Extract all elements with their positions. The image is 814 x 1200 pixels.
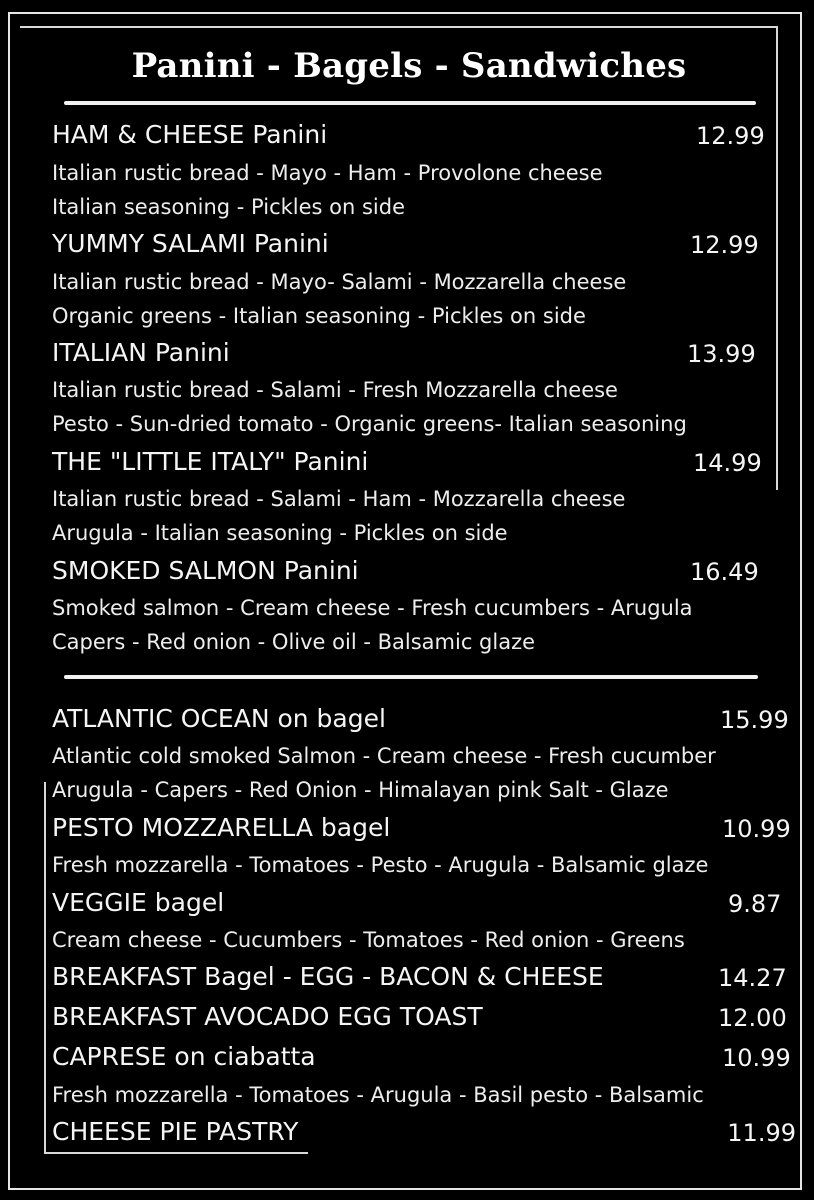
menu-item-description: Fresh mozzarella - Tomatoes - Pesto - Arugula - Balsamic glaze bbox=[52, 853, 709, 877]
menu-item-price: 10.99 bbox=[722, 1044, 791, 1072]
menu-item-name: YUMMY SALAMI Panini bbox=[52, 229, 329, 258]
menu-item-price: 16.49 bbox=[690, 558, 759, 586]
menu-item-description: Atlantic cold smoked Salmon - Cream cheese - Fresh cucumber bbox=[52, 744, 716, 768]
menu-item-description: Italian rustic bread - Mayo - Ham - Provolone cheese bbox=[52, 161, 603, 185]
menu-item-description: Italian rustic bread - Mayo- Salami - Mozzarella cheese bbox=[52, 270, 627, 294]
menu-item-name: THE "LITTLE ITALY" Panini bbox=[52, 447, 369, 476]
menu-item-price: 15.99 bbox=[720, 706, 789, 734]
menu-item-name: HAM & CHEESE Panini bbox=[52, 120, 328, 149]
menu-item-description: Arugula - Capers - Red Onion - Himalayan pink Salt - Glaze bbox=[52, 778, 669, 802]
menu-item-description: Cream cheese - Cucumbers - Tomatoes - Red onion - Greens bbox=[52, 928, 685, 952]
menu-item-price: 12.99 bbox=[690, 231, 759, 259]
menu-item-description: Fresh mozzarella - Tomatoes - Arugula - Basil pesto - Balsamic bbox=[52, 1083, 704, 1107]
menu-item-description: Italian rustic bread - Salami - Fresh Mozzarella cheese bbox=[52, 378, 618, 402]
section-divider bbox=[64, 675, 758, 679]
menu-item-description: Capers - Red onion - Olive oil - Balsamic glaze bbox=[52, 630, 536, 654]
menu-item-price: 9.87 bbox=[728, 890, 782, 918]
menu-item-description: Arugula - Italian seasoning - Pickles on side bbox=[52, 521, 508, 545]
menu-title: Panini - Bagels - Sandwiches bbox=[131, 46, 687, 86]
menu-item-description: Italian rustic bread - Salami - Ham - Mozzarella cheese bbox=[52, 487, 626, 511]
menu-item-name: ATLANTIC OCEAN on bagel bbox=[52, 704, 386, 733]
menu-item-price: 12.99 bbox=[696, 122, 765, 150]
menu-item-name: VEGGIE bagel bbox=[52, 888, 225, 917]
menu-item-price: 13.99 bbox=[687, 340, 756, 368]
menu-item-name: ITALIAN Panini bbox=[52, 338, 230, 367]
menu-item-description: Pesto - Sun-dried tomato - Organic greens- Italian seasoning bbox=[52, 412, 687, 436]
menu-item-name: PESTO MOZZARELLA bagel bbox=[52, 813, 391, 842]
menu-item-price: 14.27 bbox=[718, 964, 787, 992]
menu-item-description: Smoked salmon - Cream cheese - Fresh cucumbers - Arugula bbox=[52, 596, 693, 620]
menu-item-price: 10.99 bbox=[722, 815, 791, 843]
menu-item-description: Italian seasoning - Pickles on side bbox=[52, 195, 406, 219]
menu-item-description: Organic greens - Italian seasoning - Pickles on side bbox=[52, 304, 586, 328]
menu-item-name: BREAKFAST AVOCADO EGG TOAST bbox=[52, 1002, 483, 1031]
menu-item-name: BREAKFAST Bagel - EGG - BACON & CHEESE bbox=[52, 962, 604, 991]
menu-item-name: CAPRESE on ciabatta bbox=[52, 1042, 316, 1071]
menu-item-price: 12.00 bbox=[718, 1004, 787, 1032]
menu-item-name: SMOKED SALMON Panini bbox=[52, 556, 359, 585]
title-divider bbox=[64, 101, 756, 105]
menu-item-price: 11.99 bbox=[727, 1119, 796, 1147]
menu-item-name: CHEESE PIE PASTRY bbox=[52, 1117, 299, 1146]
menu-item-price: 14.99 bbox=[693, 449, 762, 477]
